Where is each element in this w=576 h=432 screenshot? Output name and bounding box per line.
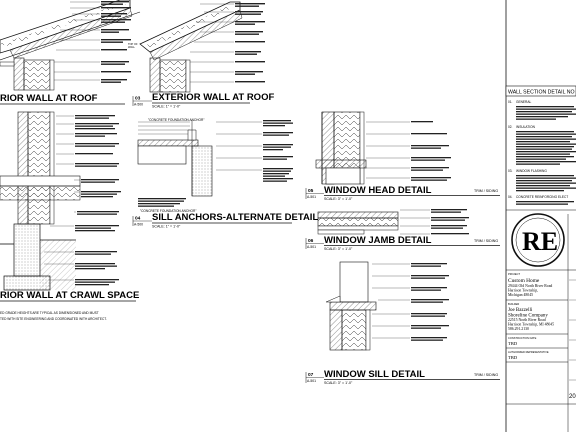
detail-sheet-05: A-501	[307, 195, 317, 199]
note-04-title: CONCRETE REINFORCING ELECT	[516, 195, 569, 199]
detail-title-04: SILL ANCHORS-ALTERNATE DETAIL	[152, 212, 319, 223]
svg-text:TOP OF: TOP OF	[128, 43, 138, 46]
detail-window-jamb	[306, 209, 500, 251]
detail-trim-05: TRIM / SIDING	[474, 189, 499, 193]
detail-number-03: 03	[135, 96, 141, 102]
construction-date-value: TBD	[508, 341, 518, 346]
authorized-rep-value: TBD	[508, 355, 518, 360]
seal-monogram: RE	[522, 227, 559, 256]
year-fragment: 20	[569, 394, 576, 400]
detail-roof-right	[128, 2, 274, 109]
crawl-note-line-1: ED GRADE HEIGHTS ARE TYPICAL AS DIMENSIONED AND MUST	[0, 311, 99, 315]
detail-title-05: WINDOW HEAD DETAIL	[324, 185, 432, 196]
project-name: Custom Home	[508, 278, 540, 284]
project-address-3: Michigan 48045	[508, 293, 533, 297]
detail-scale-04: SCALE: 1" = 1'-0"	[152, 224, 181, 229]
detail-sheet-03: A-500	[134, 102, 144, 107]
project-address-2: Harrison Township,	[508, 288, 539, 293]
detail-window-sill	[306, 262, 500, 385]
notes-heading: WALL SECTION DETAIL NO	[508, 89, 575, 96]
detail-window-head	[306, 112, 500, 201]
builder-label: BUILDER	[508, 303, 520, 306]
builder-address-1: 22515 North River Road	[508, 318, 546, 322]
detail-crawl-space	[0, 112, 139, 321]
detail-sill-anchors	[133, 118, 318, 229]
svg-text:WALL: WALL	[128, 46, 135, 49]
detail-title-03: EXTERIOR WALL AT ROOF	[152, 92, 275, 103]
detail-roof-left	[0, 0, 140, 104]
detail-sheet-06: A-501	[307, 245, 317, 249]
detail-title-07: WINDOW SILL DETAIL	[324, 369, 425, 380]
detail-scale-05: SCALE: 3" = 1'-0"	[324, 197, 353, 201]
note-01-title: GENERAL	[516, 100, 532, 104]
detail-sheet-04: A-500	[134, 222, 144, 227]
detail-scale-07: SCALE: 3" = 1'-0"	[324, 381, 353, 385]
detail-number-04: 04	[135, 216, 141, 222]
title-block	[506, 214, 576, 432]
detail-trim-07: TRIM / SIDING	[474, 373, 499, 377]
builder-name: Joe Bazzelli	[508, 308, 533, 313]
crawl-note-line-2: TED WITH SITE ENGINEERING AND COORDINATED WITH ARCHITECT.	[0, 317, 107, 321]
note-03-num: 03.	[508, 169, 513, 173]
project-address-1: 29444 Old North River Road	[508, 284, 553, 288]
construction-date-label: CONSTRUCTION DATE	[508, 337, 537, 340]
detail-title-06: WINDOW JAMB DETAIL	[324, 235, 432, 246]
detail-number-05: 05	[308, 189, 314, 194]
svg-text:"CONCRETE FOUNDATION ANCHOR": "CONCRETE FOUNDATION ANCHOR"	[140, 209, 197, 213]
detail-scale-06: SCALE: 3" = 1'-0"	[324, 247, 353, 251]
note-03-title: WINDOW FLASHING	[516, 169, 547, 173]
note-01-num: 01.	[508, 100, 513, 104]
detail-title-crawl: RIOR WALL AT CRAWL SPACE	[0, 290, 140, 301]
note-02-num: 02.	[508, 125, 513, 129]
detail-sheet-07: A-501	[307, 379, 317, 383]
detail-scale-03: SCALE: 1" = 1'-0"	[152, 104, 181, 109]
detail-title-roof-left: RIOR WALL AT ROOF	[0, 93, 98, 104]
note-02-title: INSULATION	[516, 125, 535, 129]
note-04-num: 04.	[508, 195, 513, 199]
builder-company: Shoreline Company	[508, 313, 548, 319]
detail-number-06: 06	[308, 239, 314, 244]
detail-number-07: 07	[308, 373, 314, 378]
detail-trim-06: TRIM / SIDING	[474, 239, 499, 243]
builder-address-2: Harrison Township, MI 48045	[508, 322, 555, 327]
project-label: PROJECT	[508, 273, 521, 276]
caption-concrete-anchor: "CONCRETE FOUNDATION ANCHOR"	[148, 118, 205, 122]
builder-phone: 586.291.2130	[508, 327, 529, 331]
authorized-rep-label: AUTHORIZED REPRESENTATIVE	[508, 351, 549, 354]
